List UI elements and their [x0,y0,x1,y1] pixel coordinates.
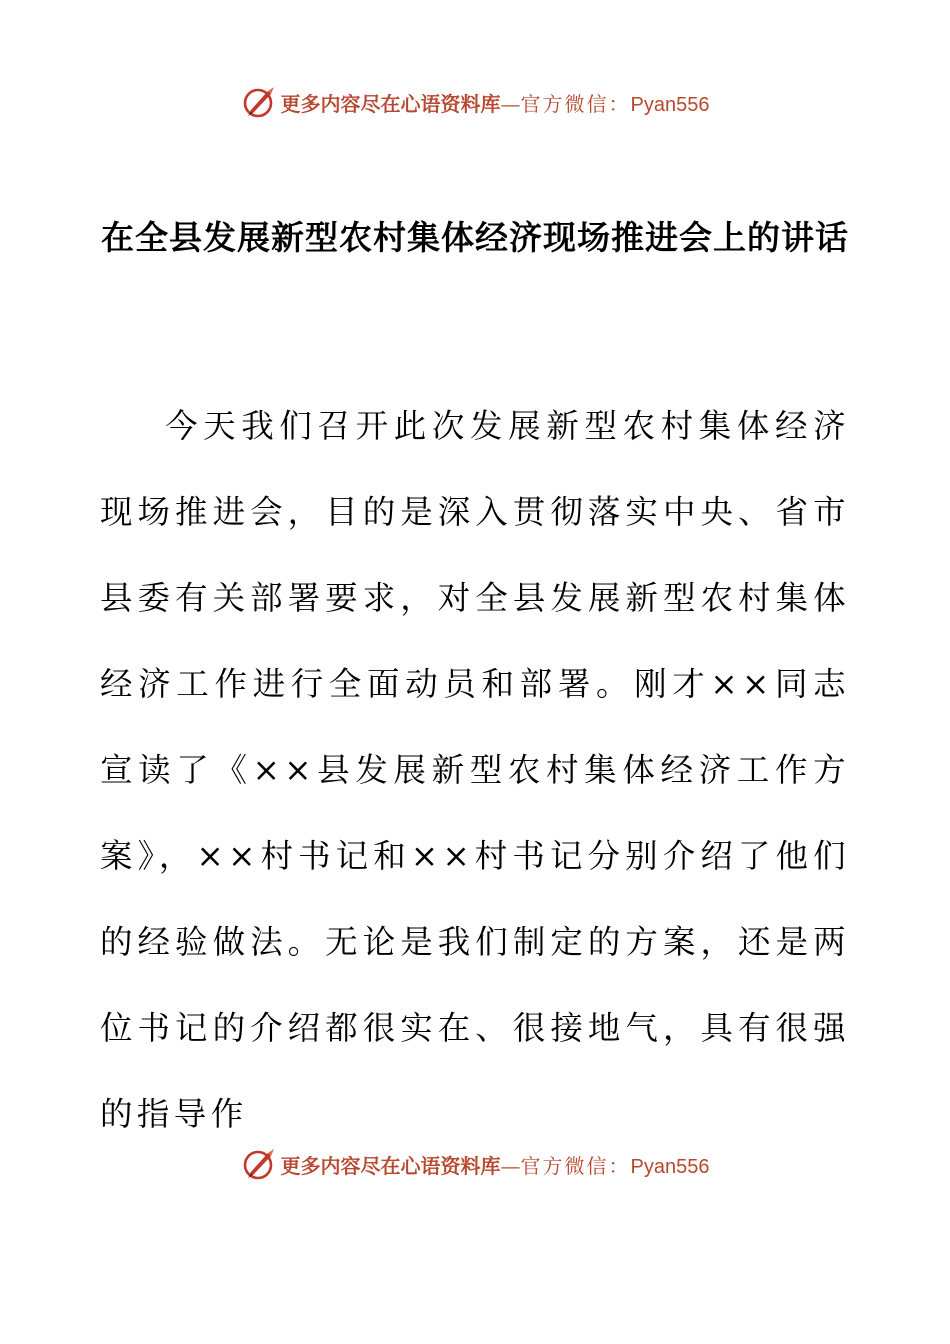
header-banner [0,80,950,124]
document-title: 在全县发展新型农村集体经济现场推进会上的讲话 [101,218,849,257]
document-paragraph: 今天我们召开此次发展新型农村集体经济现场推进会，目的是深入贯彻落实中央、省市县委有关部署要求，对全县发展新型农村集体经济工作进行全面动员和部署。刚才××同志宣读了《××县发展新型农村集体经济工作方案》，××村书记和××村书记分别介绍了他们的经验做法。无论是我们制定的方案，还是两位书记的介绍都很实在、很接地气，具有很强的指导作 [100,407,850,1133]
footer-banner [0,1142,950,1186]
banner-wechat-label: 官方微信： [520,1153,631,1178]
banner-wechat-label: 官方微信： [520,91,631,116]
banner-text [281,1150,710,1179]
banner-brand-text: 更多内容尽在心语资料库 [280,1153,501,1178]
banner-dash: — [500,1153,521,1178]
banner-wechat-id: Pyan556 [630,93,710,116]
banner-dash: — [500,91,521,116]
banner-brand-text: 更多内容尽在心语资料库 [280,91,501,116]
banner-wechat-id: Pyan556 [630,1155,710,1178]
quill-pen-icon [241,1146,277,1182]
banner-text [281,88,710,117]
quill-pen-icon [241,84,277,120]
